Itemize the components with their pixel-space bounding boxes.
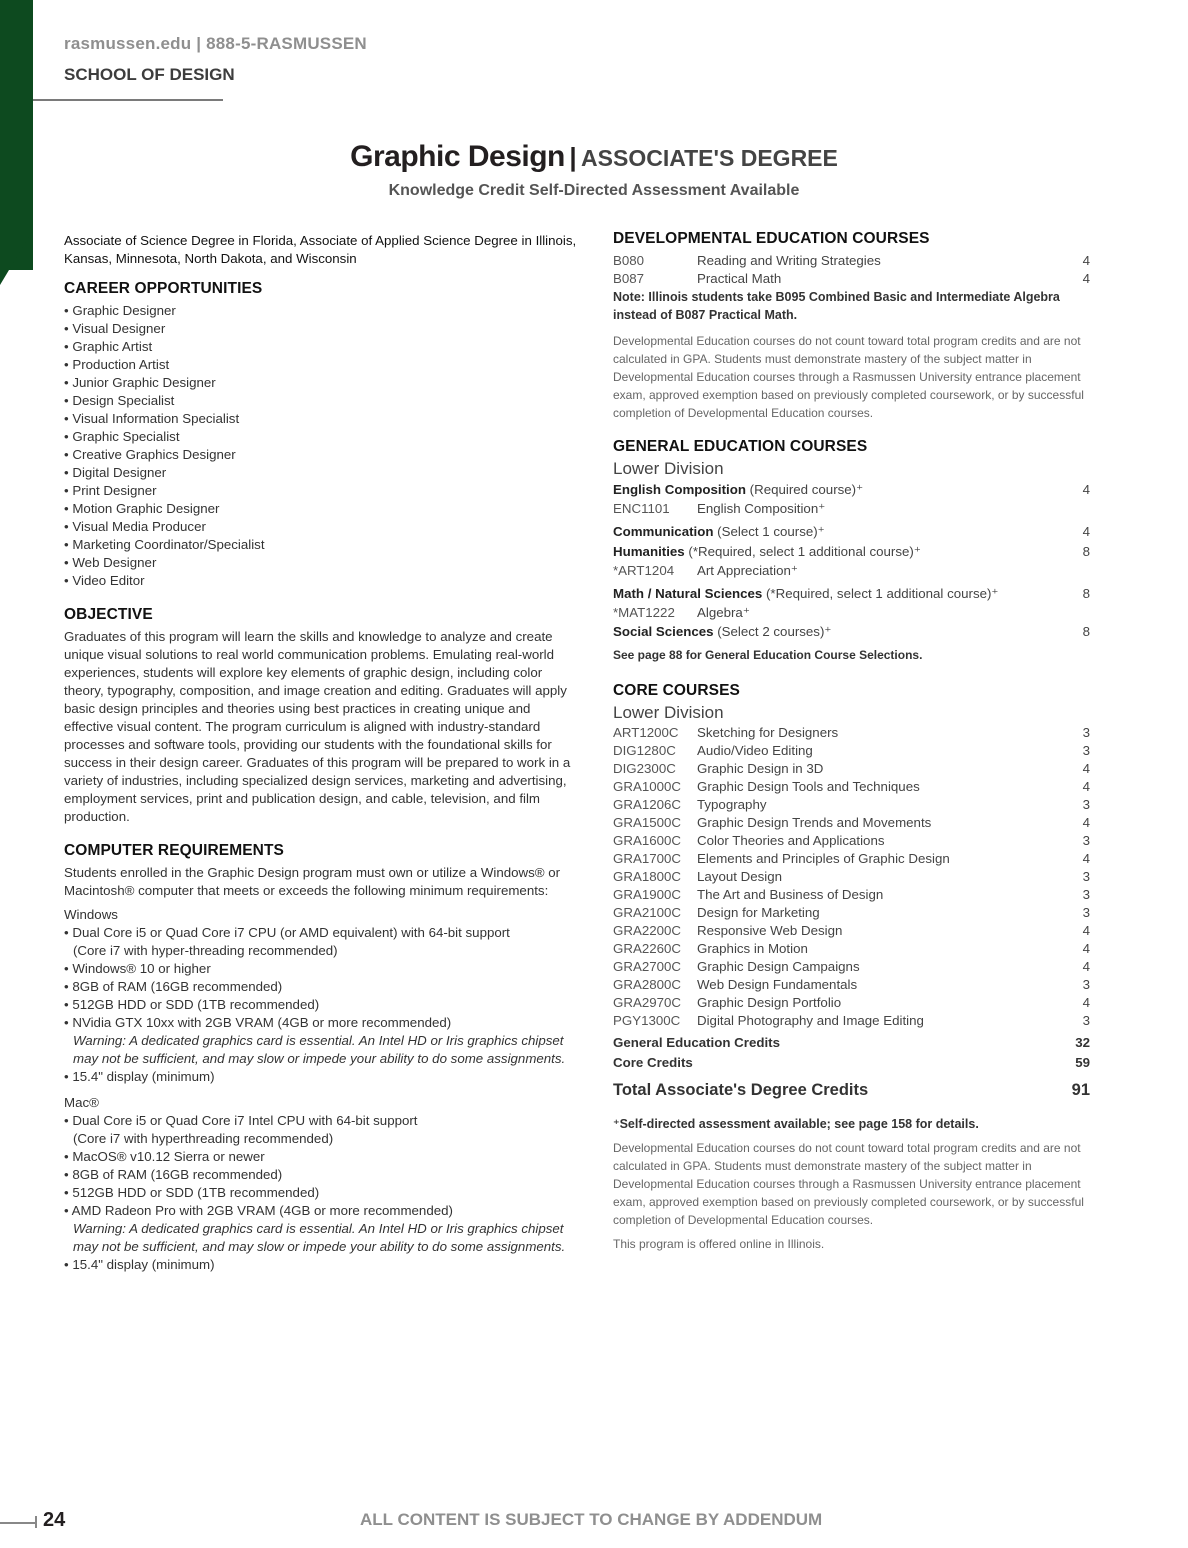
cpu-note: (Core i7 with hyper-threading recommended)	[73, 943, 338, 958]
course-name: Responsive Web Design	[697, 923, 843, 938]
course-credits: 3	[1082, 1013, 1090, 1028]
core-course-list	[613, 724, 1090, 1030]
course-row	[613, 270, 1090, 288]
course-code: PGY1300C	[613, 1013, 681, 1028]
course-code: GRA2200C	[613, 923, 681, 938]
career-item: • Graphic Specialist	[64, 428, 579, 446]
footer-tick	[35, 1516, 37, 1528]
list-item: • 8GB of RAM (16GB recommended)	[64, 978, 579, 996]
degree-intro: Associate of Science Degree in Florida, Associate of Applied Science Degree in Illinois, Kansas, Minnesota, North Dakota, and Wisconsin	[64, 233, 577, 266]
course-name: Graphic Design in 3D	[697, 761, 824, 776]
list-item: • Dual Core i5 or Quad Core i7 CPU (or AMD equivalent) with 64-bit support (Core i7 with hyper-threading recommended)	[64, 924, 579, 960]
brand-side-bar-tip	[0, 230, 33, 285]
dev-ed-disclaimer: Developmental Education courses do not count toward total program credits and are not calculated in GPA. Students must demonstrate mastery of the subject matter in Developmental Education courses through a Rasmussen University entrance placement exam, approved exemption based on previously completed coursework, or by successful completion of Developmental Education courses.	[613, 334, 1084, 420]
career-item: • Marketing Coordinator/Specialist	[64, 536, 579, 554]
header-divider	[33, 99, 223, 101]
course-row	[613, 252, 1090, 270]
course-name: Typography	[697, 797, 767, 812]
course-code: GRA2100C	[613, 905, 681, 920]
course-row	[613, 922, 1090, 940]
course-row	[613, 832, 1090, 850]
course-code: GRA1800C	[613, 869, 681, 884]
career-item: • Visual Designer	[64, 320, 579, 338]
course-credits: 3	[1082, 743, 1090, 758]
course-code: GRA2260C	[613, 941, 681, 956]
course-row	[613, 958, 1090, 976]
course-row	[613, 886, 1090, 904]
course-code: GRA1600C	[613, 833, 681, 848]
gen-ed-credits-row: General Education Credits 32	[613, 1035, 1090, 1050]
gen-ed-communication-row: Communication (Select 1 course)⁺ 4	[613, 524, 1090, 539]
course-row: *MAT1222 Algebra⁺	[613, 605, 750, 620]
course-row	[613, 724, 1090, 742]
left-column	[64, 232, 579, 1274]
list-item: • AMD Radeon Pro with 2GB VRAM (4GB or more recommended) Warning: A dedicated graphics card is essential. An Intel HD or Iris graphics chipset may not be sufficient, and may slow or impede your ability to do some assignments.	[64, 1202, 579, 1256]
course-code: GRA1206C	[613, 797, 681, 812]
course-credits: 3	[1082, 833, 1090, 848]
course-code: GRA2800C	[613, 977, 681, 992]
course-name: Graphic Design Campaigns	[697, 959, 860, 974]
page-subtitle: Knowledge Credit Self-Directed Assessment Available	[388, 182, 800, 199]
course-credits: 4	[1082, 779, 1090, 794]
right-column	[613, 230, 1090, 1253]
list-item: • 512GB HDD or SDD (1TB recommended)	[64, 996, 579, 1014]
core-heading: CORE COURSES	[613, 682, 740, 699]
list-item: • 8GB of RAM (16GB recommended)	[64, 1166, 579, 1184]
page-number: 24	[43, 1509, 66, 1531]
course-code: DIG1280C	[613, 743, 676, 758]
program-title: Graphic Design	[350, 140, 565, 173]
school-name: SCHOOL OF DESIGN	[64, 65, 235, 84]
course-code: B080	[613, 253, 645, 268]
course-name: Graphic Design Trends and Movements	[697, 815, 932, 830]
course-row	[613, 868, 1090, 886]
career-item: • Creative Graphics Designer	[64, 446, 579, 464]
course-row	[613, 742, 1090, 760]
course-row: ENC1101 English Composition⁺	[613, 501, 826, 516]
course-credits: 4	[1082, 923, 1090, 938]
course-credits: 4	[1082, 851, 1090, 866]
list-item: • 15.4" display (minimum)	[64, 1068, 579, 1086]
total-credits-row: Total Associate's Degree Credits 91	[613, 1081, 1090, 1099]
list-item: • NVidia GTX 10xx with 2GB VRAM (4GB or more recommended) Warning: A dedicated graphics card is essential. An Intel HD or Iris graphics chipset may not be sufficient, and may slow or impede your ability to do some assignments.	[64, 1014, 579, 1068]
list-item: • 15.4" display (minimum)	[64, 1256, 579, 1274]
career-list	[64, 302, 579, 590]
career-item: • Graphic Artist	[64, 338, 579, 356]
site-contact: rasmussen.edu | 888-5-RASMUSSEN	[64, 34, 367, 53]
course-name: Web Design Fundamentals	[697, 977, 858, 992]
career-heading: CAREER OPPORTUNITIES	[64, 280, 263, 297]
gen-ed-see-page: See page 88 for General Education Course Selections.	[613, 648, 923, 662]
objective-heading: OBJECTIVE	[64, 606, 153, 623]
course-credits: 4	[1082, 271, 1090, 286]
course-name: Color Theories and Applications	[697, 833, 885, 848]
career-item: • Visual Information Specialist	[64, 410, 579, 428]
course-name: Practical Math	[697, 271, 782, 286]
course-row	[613, 796, 1090, 814]
course-name: Layout Design	[697, 869, 783, 884]
list-item: • MacOS® v10.12 Sierra or newer	[64, 1148, 579, 1166]
course-credits: 4	[1082, 995, 1090, 1010]
cpu-note: (Core i7 with hyperthreading recommended)	[73, 1131, 334, 1146]
course-name: Graphic Design Tools and Techniques	[697, 779, 920, 794]
core-lower-division: Lower Division	[613, 703, 724, 722]
course-name: Digital Photography and Image Editing	[697, 1013, 924, 1028]
career-item: • Graphic Designer	[64, 302, 579, 320]
dev-ed-course-list	[613, 252, 1090, 288]
windows-requirements	[64, 924, 579, 1086]
dev-ed-note: Note: Illinois students take B095 Combined Basic and Intermediate Algebra instead of B087 Practical Math.	[613, 290, 1060, 322]
computer-heading: COMPUTER REQUIREMENTS	[64, 842, 284, 859]
title-separator: |	[569, 142, 577, 172]
career-item: • Production Artist	[64, 356, 579, 374]
course-code: GRA2700C	[613, 959, 681, 974]
course-code: B087	[613, 271, 645, 286]
gen-ed-math-row: Math / Natural Sciences (*Required, select 1 additional course)⁺ 8	[613, 586, 1090, 601]
course-row	[613, 1012, 1090, 1030]
course-credits: 3	[1082, 725, 1090, 740]
course-credits: 3	[1082, 977, 1090, 992]
career-item: • Design Specialist	[64, 392, 579, 410]
course-code: GRA1700C	[613, 851, 681, 866]
course-name: Reading and Writing Strategies	[697, 253, 881, 268]
course-row	[613, 778, 1090, 796]
course-name: Design for Marketing	[697, 905, 820, 920]
self-directed-note: ⁺Self-directed assessment available; see page 158 for details.	[613, 1117, 979, 1131]
course-code: ART1200C	[613, 725, 679, 740]
core-credits-row: Core Credits 59	[613, 1055, 1090, 1070]
course-name: The Art and Business of Design	[697, 887, 884, 902]
career-item: • Junior Graphic Designer	[64, 374, 579, 392]
gen-ed-heading: GENERAL EDUCATION COURSES	[613, 438, 868, 455]
course-row	[613, 940, 1090, 958]
page-title	[0, 140, 1188, 174]
course-row	[613, 850, 1090, 868]
objective-text: Graduates of this program will learn the skills and knowledge to analyze and create unique visual solutions to real world communication problems. Emulating real-world experiences, students will explore key elements of graphic design, including color theory, typography, composition, and image creation and editing. Graduates will apply basic design principles and theories using best practices in creating unique and effective visual content. The program curriculum is aligned with industry-standard processes and software tools, providing our students with the foundational skills for success in their design career. Graduates of this program will be prepared to work in a variety of industries, including specialized design services, marketing and advertising, employment services, print and publication design, and cable, television, and film production.	[64, 629, 571, 824]
gen-ed-lower-division: Lower Division	[613, 459, 724, 478]
career-item: • Motion Graphic Designer	[64, 500, 579, 518]
course-row	[613, 994, 1090, 1012]
course-credits: 4	[1082, 761, 1090, 776]
course-code: GRA1900C	[613, 887, 681, 902]
windows-label: Windows	[64, 907, 118, 922]
course-credits: 4	[1082, 253, 1090, 268]
gen-ed-english-row: English Composition (Required course)⁺ 4	[613, 482, 1090, 497]
course-name: Graphic Design Portfolio	[697, 995, 842, 1010]
course-row	[613, 814, 1090, 832]
degree-type: ASSOCIATE'S DEGREE	[581, 145, 838, 171]
course-name: Audio/Video Editing	[697, 743, 813, 758]
course-credits: 4	[1082, 941, 1090, 956]
course-code: DIG2300C	[613, 761, 676, 776]
career-item: • Print Designer	[64, 482, 579, 500]
computer-intro: Students enrolled in the Graphic Design program must own or utilize a Windows® or Macintosh® computer that meets or exceeds the following minimum requirements:	[64, 865, 561, 898]
online-note: This program is offered online in Illinois.	[613, 1237, 825, 1251]
career-item: • Digital Designer	[64, 464, 579, 482]
list-item: • 512GB HDD or SDD (1TB recommended)	[64, 1184, 579, 1202]
course-row: *ART1204 Art Appreciation⁺	[613, 563, 798, 578]
mac-label: Mac®	[64, 1095, 99, 1110]
course-name: Graphics in Motion	[697, 941, 808, 956]
gen-ed-social-row: Social Sciences (Select 2 courses)⁺ 8	[613, 624, 1090, 639]
course-name: Elements and Principles of Graphic Design	[697, 851, 950, 866]
course-code: GRA1500C	[613, 815, 681, 830]
course-credits: 3	[1082, 869, 1090, 884]
course-credits: 4	[1082, 815, 1090, 830]
course-row	[613, 976, 1090, 994]
course-code: GRA1000C	[613, 779, 681, 794]
footer-rule	[0, 1522, 36, 1524]
course-name: Sketching for Designers	[697, 725, 839, 740]
course-credits: 3	[1082, 887, 1090, 902]
gen-ed-humanities-row: Humanities (*Required, select 1 additional course)⁺ 8	[613, 544, 1090, 559]
career-item: • Web Designer	[64, 554, 579, 572]
list-item: • Dual Core i5 or Quad Core i7 Intel CPU with 64-bit support (Core i7 with hyperthreading recommended)	[64, 1112, 579, 1148]
course-credits: 4	[1082, 959, 1090, 974]
career-item: • Visual Media Producer	[64, 518, 579, 536]
career-item: • Video Editor	[64, 572, 579, 590]
footer-disclaimer: ALL CONTENT IS SUBJECT TO CHANGE BY ADDENDUM	[360, 1510, 823, 1529]
course-credits: 3	[1082, 797, 1090, 812]
gpu-warning: Warning: A dedicated graphics card is essential. An Intel HD or Iris graphics chipset may not be sufficient, and may slow or impede your ability to do some assignments.	[73, 1033, 566, 1066]
course-row	[613, 904, 1090, 922]
dev-ed-heading: DEVELOPMENTAL EDUCATION COURSES	[613, 230, 930, 247]
course-credits: 3	[1082, 905, 1090, 920]
bottom-disclaimer: Developmental Education courses do not count toward total program credits and are not calculated in GPA. Students must demonstrate mastery of the subject matter in Developmental Education courses through a Rasmussen University entrance placement exam, approved exemption based on previously completed coursework, or by successful completion of Developmental Education courses.	[613, 1141, 1084, 1227]
course-row	[613, 760, 1090, 778]
course-code: GRA2970C	[613, 995, 681, 1010]
gpu-warning: Warning: A dedicated graphics card is essential. An Intel HD or Iris graphics chipset may not be sufficient, and may slow or impede your ability to do some assignments.	[73, 1221, 566, 1254]
mac-requirements	[64, 1112, 579, 1274]
list-item: • Windows® 10 or higher	[64, 960, 579, 978]
